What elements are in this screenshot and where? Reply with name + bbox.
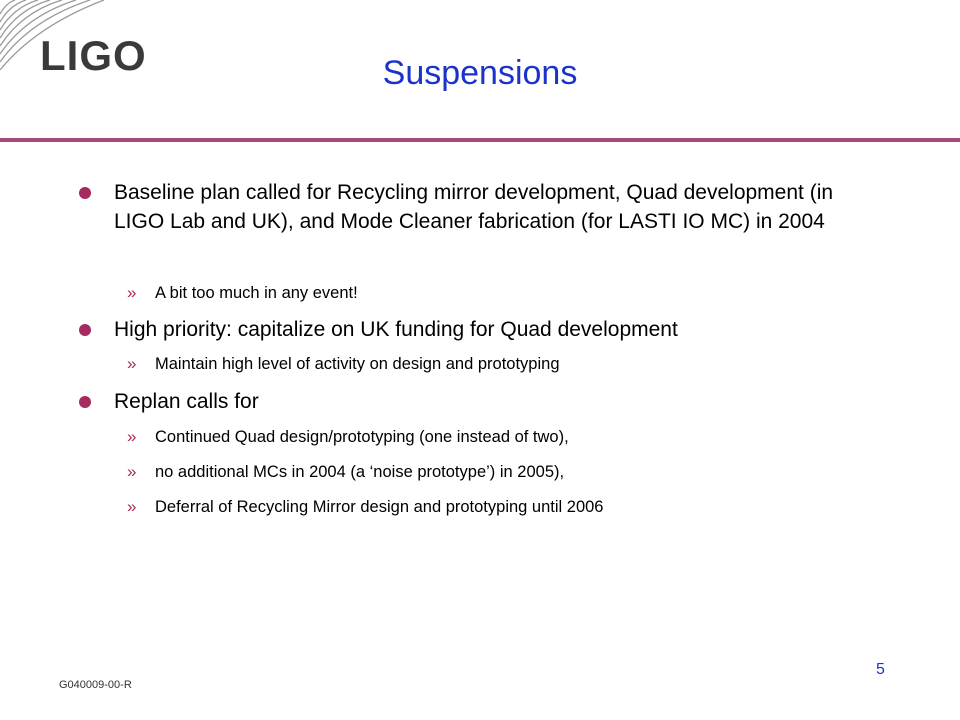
bullet-item: Baseline plan called for Recycling mirror development, Quad development (in LIGO Lab and UK), and Mode Cleaner fabrication (for LASTI IO MC) in 2004 (114, 181, 834, 233)
sub-bullet-item: no additional MCs in 2004 (a ‘noise prototype’) in 2005), (155, 463, 565, 481)
sub-bullet-item: Maintain high level of activity on design and prototyping (155, 355, 560, 373)
sub-bullet-marker: » (127, 497, 137, 516)
sub-bullet-item: Continued Quad design/prototyping (one instead of two), (155, 428, 569, 446)
sub-bullet-marker: » (127, 427, 137, 446)
sub-bullet-item: Deferral of Recycling Mirror design and prototyping until 2006 (155, 498, 604, 516)
sub-bullet-item: A bit too much in any event! (155, 284, 358, 302)
document-id: G040009-00-R (59, 679, 132, 691)
title-divider (0, 138, 960, 142)
bullet-dot (79, 396, 91, 408)
sub-bullet-marker: » (127, 354, 137, 373)
sub-bullet-marker: » (127, 462, 137, 481)
ligo-logo-text: LIGO (40, 32, 147, 79)
bullet-item: Replan calls for (114, 390, 259, 413)
slide-title: Suspensions (382, 54, 578, 92)
sub-bullet-marker: » (127, 283, 137, 302)
bullet-dot (79, 324, 91, 336)
bullet-dot (79, 187, 91, 199)
page-number: 5 (876, 661, 885, 678)
bullet-item: High priority: capitalize on UK funding for Quad development (114, 318, 678, 341)
